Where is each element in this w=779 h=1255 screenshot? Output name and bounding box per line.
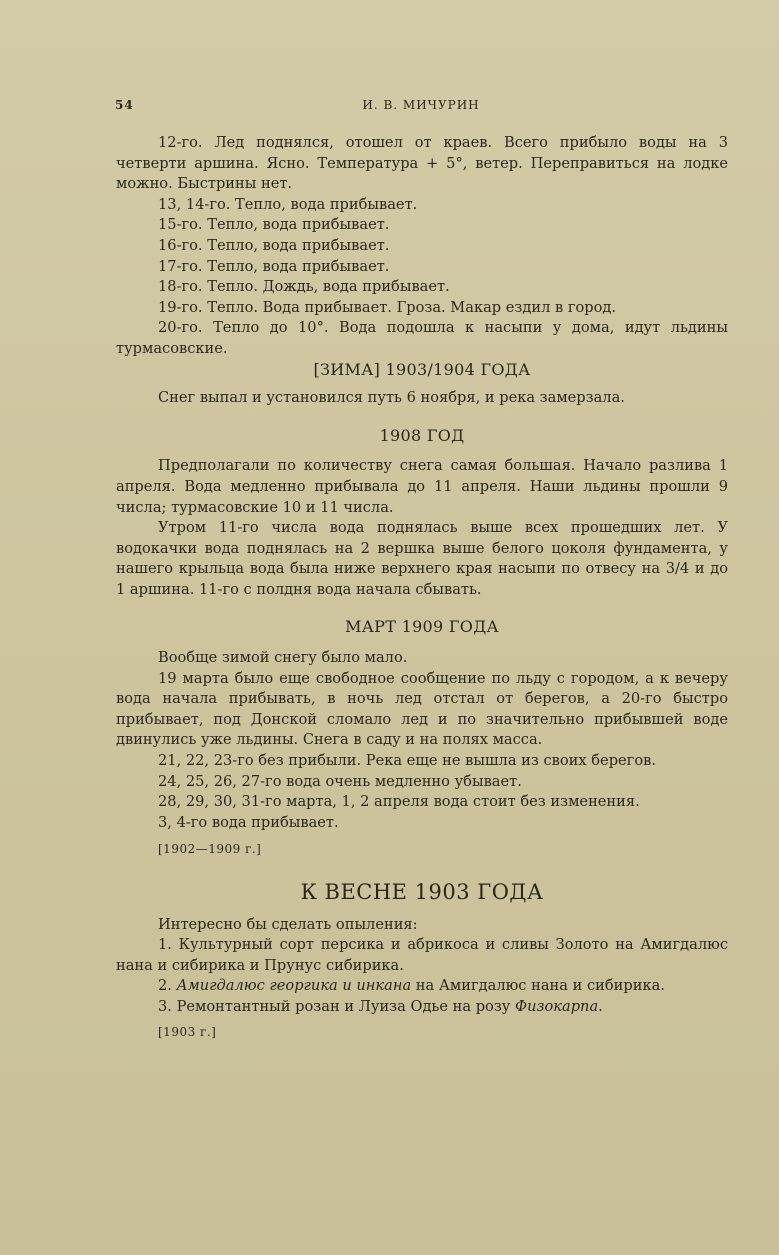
paragraph-1908-2-end: и до 1 аршина. 11-го с полдня вода начала сбывать. [116,560,728,598]
diary-entry: 19-го. Тепло. Вода прибывает. Гроза. Макар ездил в город. [158,298,617,316]
section-heading-march-1909: МАРТ 1909 ГОДА [345,617,499,637]
running-title: И. В. МИЧУРИН [362,98,480,112]
section-heading-1908: 1908 ГОД [379,425,465,445]
paragraph-1908-2-text: Утром 11-го числа вода поднялась выше всех прошедших лет. У водокачки вода поднялась на 2 вершка выше белого цоколя фундамента, у нашего крыльца вода была ниже верхнего края насыпи по отвесу на [116,519,728,578]
spring-item-3 [116,997,728,1018]
section-heading-spring-1903: К ВЕСНЕ 1903 ГОДА [300,880,544,904]
spring-intro: Интересно бы сделать опыления: [158,915,418,933]
winter-text: Снег выпал и установился путь 6 ноября, и река замерзала. [158,389,625,407]
paragraph-1908-2 [116,518,728,600]
diary-entry: 16-го. Тепло, вода прибывает. [158,236,390,254]
section-heading-winter: [ЗИМА] 1903/1904 ГОДА [313,359,531,379]
running-header [115,98,727,118]
diary-entry: 15-го. Тепло, вода прибывает. [158,216,390,234]
paragraph-1908-1: Предполагали по количеству снега самая большая. Начало разлива 1 апреля. Вода медленно прибывала до 11 апреля. Наши льдины прошли 9 числа; турмасовские 10 и 11 числа. [116,457,728,516]
paragraph-1909: Вообще зимой снегу было мало. [158,649,408,667]
fraction-three-quarters: 3/4 [665,560,690,578]
diary-entry: 12-го. Лед поднялся, отошел от краев. Всего прибыло воды на 3 четверти аршина. Ясно. Температура + 5°, ветер. Переправиться на лодке можно. Быстрины нет. [116,134,728,193]
page-body [116,133,728,1042]
paragraph-1909: 3, 4-го вода прибывает. [158,813,339,831]
paragraph-1909: 28, 29, 30, 31-го марта, 1, 2 апреля вода стоит без изменения. [158,793,640,811]
date-citation-1902-1909: [1902—1909 г.] [158,842,262,857]
item-3-end: . [598,997,603,1015]
diary-entry: 13, 14-го. Тепло, вода прибывает. [158,195,418,213]
paragraph-1909: 19 марта было еще свободное сообщение по льду с городом, а к вечеру вода начала прибывать, в ночь лед отстал от берегов, а 20-го быстро прибывает, под Донской сломало лед и по значительно прибывшей воде двинулись уже льдины. Снега в саду и на полях масса. [116,669,728,749]
spring-item-1: 1. Культурный сорт персика и абрикоса и сливы Золото на Амигдалюс нана и сибирика и Прунус сибирика. [116,936,728,974]
spring-item-2 [116,976,728,997]
item-2-number: 2. [158,977,177,995]
item-2-rest: на Амигдалюс нана и сибирика. [411,977,665,995]
diary-entry: 18-го. Тепло. Дождь, вода прибывает. [158,278,450,296]
item-3-text: 3. Ремонтантный розан и Луиза Одье на розу [158,997,516,1015]
paragraph-1909: 24, 25, 26, 27-го вода очень медленно убывает. [158,772,522,790]
date-citation-1903: [1903 г.] [158,1024,217,1039]
diary-entry: 20-го. Тепло до 10°. Вода подошла к насыпи у дома, идут льдины турмасовские. [116,319,728,357]
paragraph-1909: 21, 22, 23-го без прибыли. Река еще не вышла из своих берегов. [158,752,656,770]
diary-entry: 17-го. Тепло, вода прибывает. [158,257,390,275]
item-2-italic: Амигдалюс георгика и инкана [176,977,412,995]
page-number: 54 [115,98,134,112]
item-3-italic: Физокарпа [515,997,599,1015]
